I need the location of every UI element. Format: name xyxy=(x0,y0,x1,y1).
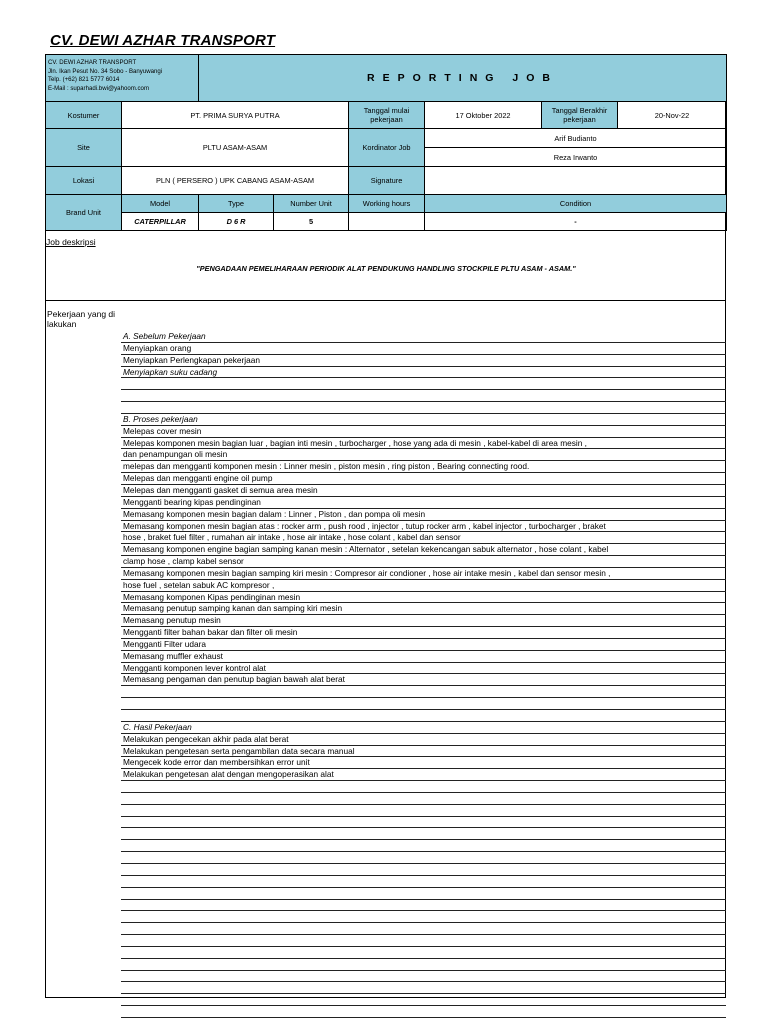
type-label: Type xyxy=(199,195,274,213)
company-name: CV. DEWI AZHAR TRANSPORT xyxy=(48,59,137,66)
work-line: Menyiapkan suku cadang xyxy=(121,367,726,379)
work-line: Melepas dan mengganti gasket di semua area mesin xyxy=(121,485,726,497)
lokasi-value: PLN ( PERSERO ) UPK CABANG ASAM-ASAM xyxy=(122,167,349,195)
work-line xyxy=(121,947,726,959)
company-info xyxy=(46,55,199,102)
work-line xyxy=(121,911,726,923)
work-line xyxy=(121,390,726,402)
job-deskripsi-label: Job deskripsi xyxy=(46,237,96,247)
section-heading: A. Sebelum Pekerjaan xyxy=(121,331,726,343)
work-line: Mengecek kode error dan membersihkan error unit xyxy=(121,757,726,769)
work-line xyxy=(121,817,726,829)
work-line xyxy=(121,805,726,817)
work-line xyxy=(121,378,726,390)
work-line: Memasang komponen mesin bagian dalam : Linner , Piston , dan pompa oli mesin xyxy=(121,509,726,521)
type-value: D 6 R xyxy=(199,213,274,231)
work-line: Mengganti Filter udara xyxy=(121,639,726,651)
work-line: hose fuel , setelan sabuk AC kompresor , xyxy=(121,580,726,592)
work-line: Memasang komponen mesin bagian samping kiri mesin : Compresor air condioner , hose air intake mesin , kabel dan sensor mesin , xyxy=(121,568,726,580)
working-hours-value xyxy=(349,213,425,231)
model-value: CATERPILLAR xyxy=(122,213,199,231)
signature-label: Signature xyxy=(349,167,425,195)
section-heading: C. Hasil Pekerjaan xyxy=(121,722,726,734)
signature-field xyxy=(425,167,727,195)
company-phone: Telp. (+62) 821 5777 6014 xyxy=(48,76,120,84)
work-line: Menyiapkan orang xyxy=(121,343,726,355)
site-value: PLTU ASAM-ASAM xyxy=(122,129,349,167)
work-line xyxy=(121,959,726,971)
section-heading: B. Proses pekerjaan xyxy=(121,414,726,426)
company-email: E-Mail : suparhadi.bwi@yahoom.com xyxy=(48,84,150,92)
brand-unit-label: Brand Unit xyxy=(46,195,122,231)
working-hours-label: Working hours xyxy=(349,195,425,213)
report-title: REPORTING JOB xyxy=(199,55,727,102)
work-line xyxy=(121,710,726,722)
condition-value: - xyxy=(425,213,727,231)
work-line: Melakukan pengetesan alat dengan mengoperasikan alat xyxy=(121,769,726,781)
condition-label: Condition xyxy=(425,195,727,213)
work-line: Melepas cover mesin xyxy=(121,426,726,438)
koordinator-1: Arif Budianto xyxy=(425,129,727,148)
site-label: Site xyxy=(46,129,122,167)
work-line xyxy=(121,840,726,852)
lokasi-label: Lokasi xyxy=(46,167,122,195)
report-header-table xyxy=(45,54,727,231)
work-line: hose , braket fuel filter , rumahan air intake , hose air intake , hose colant , kabel dan sensor xyxy=(121,532,726,544)
work-line: dan penampungan oli mesin xyxy=(121,449,726,461)
number-unit-value: 5 xyxy=(274,213,349,231)
company-address: Jln. Ikan Pesut No. 34 Sobo - Banyuwangi xyxy=(48,67,163,75)
pekerjaan-label: Pekerjaan yang di lakukan xyxy=(47,309,116,329)
work-line xyxy=(121,994,726,1006)
koordinator-label: Kordinator Job xyxy=(349,129,425,167)
work-line xyxy=(121,1006,726,1018)
kostumer-label: Kostumer xyxy=(46,102,122,129)
work-line: Melepas komponen mesin bagian luar , bagian inti mesin , turbocharger , hose yang ada di mesin , kabel-kabel di area mesin , xyxy=(121,438,726,450)
company-title: CV. DEWI AZHAR TRANSPORT xyxy=(50,32,276,49)
work-line: melepas dan mengganti komponen mesin : Linner mesin , piston mesin , ring piston , Bearing connecting rood. xyxy=(121,461,726,473)
model-label: Model xyxy=(122,195,199,213)
work-line: Memasang pengaman dan penutup bagian bawah alat berat xyxy=(121,674,726,686)
work-line: Mengganti filter bahan bakar dan filter oli mesin xyxy=(121,627,726,639)
work-line: Melepas dan mengganti engine oil pump xyxy=(121,473,726,485)
koordinator-2: Reza Irwanto xyxy=(425,148,727,167)
tanggal-mulai-label: Tanggal mulai pekerjaan xyxy=(349,102,425,129)
kostumer-value: PT. PRIMA SURYA PUTRA xyxy=(122,102,349,129)
work-line xyxy=(121,852,726,864)
work-line: Memasang muffler exhaust xyxy=(121,651,726,663)
work-line xyxy=(121,876,726,888)
work-line xyxy=(121,971,726,983)
work-line xyxy=(121,864,726,876)
tanggal-berakhir-label: Tanggal Berakhir pekerjaan xyxy=(542,102,618,129)
work-line: Menyiapkan Perlengkapan pekerjaan xyxy=(121,355,726,367)
work-line xyxy=(121,888,726,900)
work-line: Melakukan pengecekan akhir pada alat berat xyxy=(121,734,726,746)
work-line: Memasang komponen mesin bagian atas : rocker arm , push rood , injector , tutup rocker arm , kabel injector , turbocharger , braket xyxy=(121,521,726,533)
work-line: clamp hose , clamp kabel sensor xyxy=(121,556,726,568)
job-deskripsi-text: "PENGADAAN PEMELIHARAAN PERIODIK ALAT PENDUKUNG HANDLING STOCKPILE PLTU ASAM - ASAM." xyxy=(196,264,576,273)
work-line xyxy=(121,402,726,414)
work-line: Memasang komponen Kipas pendinginan mesin xyxy=(121,592,726,604)
tanggal-mulai-value: 17 Oktober 2022 xyxy=(425,102,542,129)
work-line xyxy=(121,923,726,935)
work-line: Melakukan pengetesan serta pengambilan data secara manual xyxy=(121,746,726,758)
section-divider xyxy=(45,300,726,301)
work-lines xyxy=(121,331,726,1018)
work-line xyxy=(121,935,726,947)
work-line: Mengganti komponen lever kontrol alat xyxy=(121,663,726,675)
work-line xyxy=(121,828,726,840)
work-line: Memasang penutup samping kanan dan samping kiri mesin xyxy=(121,603,726,615)
work-line: Memasang penutup mesin xyxy=(121,615,726,627)
work-line xyxy=(121,686,726,698)
tanggal-berakhir-value: 20-Nov-22 xyxy=(618,102,727,129)
work-line xyxy=(121,982,726,994)
work-line xyxy=(121,781,726,793)
work-line xyxy=(121,900,726,912)
work-line: Mengganti bearing kipas pendinginan xyxy=(121,497,726,509)
number-unit-label: Number Unit xyxy=(274,195,349,213)
work-line: Memasang komponen engine bagian samping kanan mesin : Alternator , setelan kekencangan sabuk alternator , hose colant , kabel xyxy=(121,544,726,556)
work-line xyxy=(121,698,726,710)
work-line xyxy=(121,793,726,805)
